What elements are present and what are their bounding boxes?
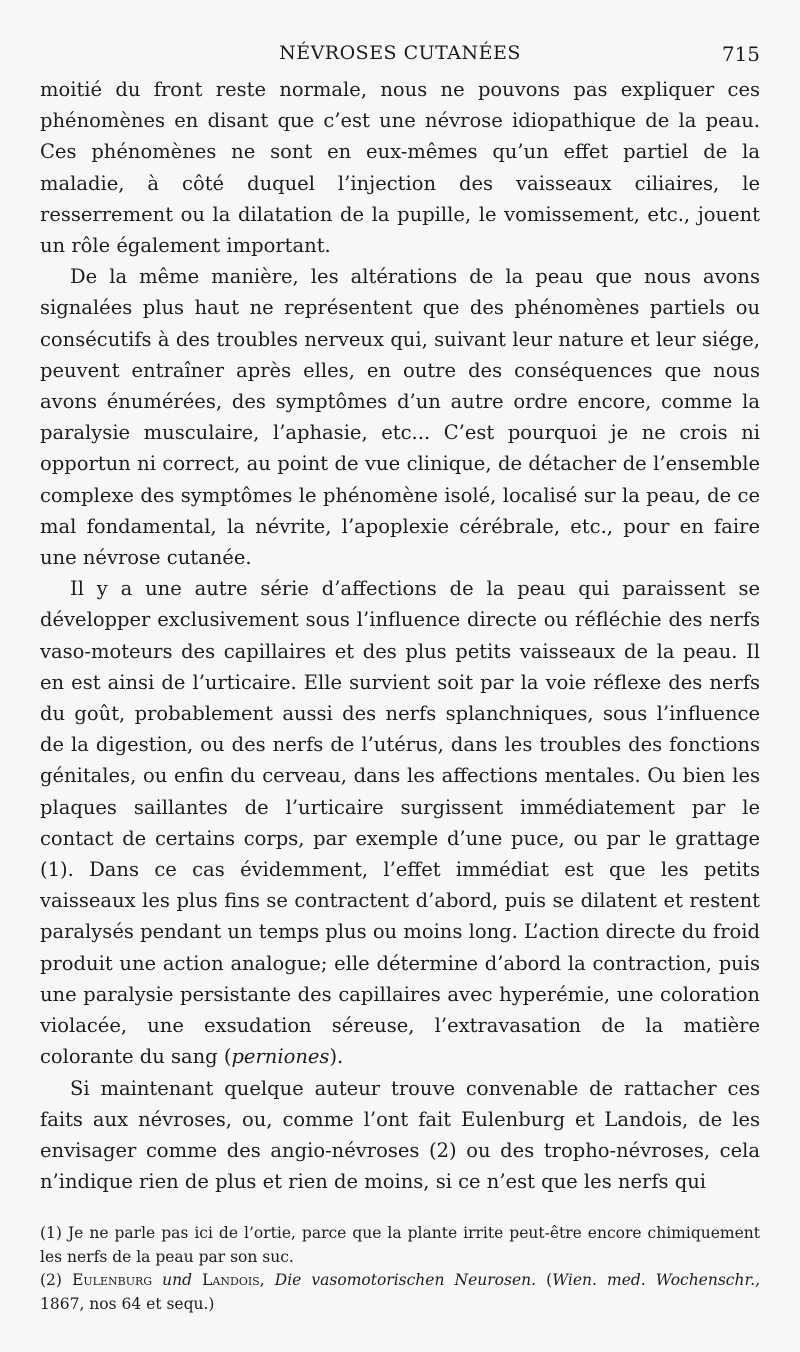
paragraph-3-end: ). [329,1045,344,1069]
paragraph-3 [40,573,760,1072]
footnote-2-author-1: Eulenburg [72,1271,153,1289]
footnotes [40,1222,760,1316]
footnote-2-und: und [162,1271,193,1289]
paragraph-2: De la même manière, les altérations de la peau que nous avons signalées plus haut ne représentent que des phénomènes partiels ou consécutifs à des troubles nerveux qui, suivant leur nature et leur siége, peuvent entraîner après elles, en outre des conséquences que nous avons énumérées, des symptômes d’un autre ordre encore, comme la paralysie musculaire, l’aphasie, etc... C’est pourquoi je ne crois ni opportun ni correct, au point de vue clinique, de détacher de l’ensemble complexe des symptômes le phénomène isolé, localisé sur la peau, de ce mal fondamental, la névrite, l’apoplexie cérébrale, etc., pour en faire une névrose cutanée. [40,265,760,570]
footnote-2-author-2: Landois, [202,1271,265,1289]
paragraph-3-text: Il y a une autre série d’affections de la peau qui paraissent se développer exclusivement sous l’influence directe ou réfléchie des nerfs vaso-moteurs des capillaires et des plus petits vaisseaux de la peau. Il en est ainsi de l’urticaire. Elle survient soit par la voie réflexe des nerfs du goût, probablement aussi des nerfs splanchniques, sous l’influence de la digestion, ou des nerfs de l’utérus, dans les troubles des fonctions génitales, ou enfin du cerveau, dans les affections mentales. Ou bien les plaques saillantes de l’urticaire surgissent immédiatement par le contact de certains corps, par exemple d’une puce, ou par le grattage (1). Dans ce cas évidemment, l’effet immédiat est que les petits vaisseaux les plus fins se contractent d’abord, puis se dilatent et restent paralysés pendant un temps plus ou moins long. L’action directe du froid produit une action analogue; elle détermine d’abord la contraction, puis une paralysie persistante des capillaires avec hyperémie, une coloration violacée, une exsudation séreuse, l’extravasation de la matière colorante du sang ( [40,577,760,1069]
footnote-2-title: Die vasomotorischen Neurosen. [274,1271,537,1289]
footnote-1: (1) Je ne parle pas ici de l’ortie, parce que la plante irrite peut-être encore chimiquement les nerfs de la peau par son suc. [40,1224,760,1266]
footnote-2-rest: 1867, nos 64 et sequ.) [40,1294,215,1313]
paragraph-4: Si maintenant quelque auteur trouve convenable de rattacher ces faits aux névroses, ou, comme l’ont fait Eulenburg et Landois, de les envisager comme des angio-névroses (2) ou des tropho-névroses, cela n’indique rien de plus et rien de moins, si ce n’est que les nerfs qui [40,1076,760,1194]
body-text [40,74,760,1197]
running-title: NÉVROSES CUTANÉES [279,42,521,64]
running-head [40,42,760,72]
footnote-2-journal: Wien. med. Wochenschr., [552,1271,761,1289]
paragraph-3-italic: perniones [231,1045,330,1069]
footnote-2-prefix: (2) [40,1271,73,1289]
paragraph-1: moitié du front reste normale, nous ne pouvons pas expliquer ces phénomènes en disant que c’est une névrose idiopathique de la peau. Ces phénomènes ne sont en eux-mêmes qu’un effet partiel de la maladie, à côté duquel l’injection des vaisseaux ciliaires, le resserrement ou la dilatation de la pupille, le vomissement, etc., jouent un rôle également important. [40,78,760,258]
page-number: 715 [721,42,760,66]
footnote-2 [40,1269,760,1316]
footnote-2-paren: ( [546,1271,553,1289]
